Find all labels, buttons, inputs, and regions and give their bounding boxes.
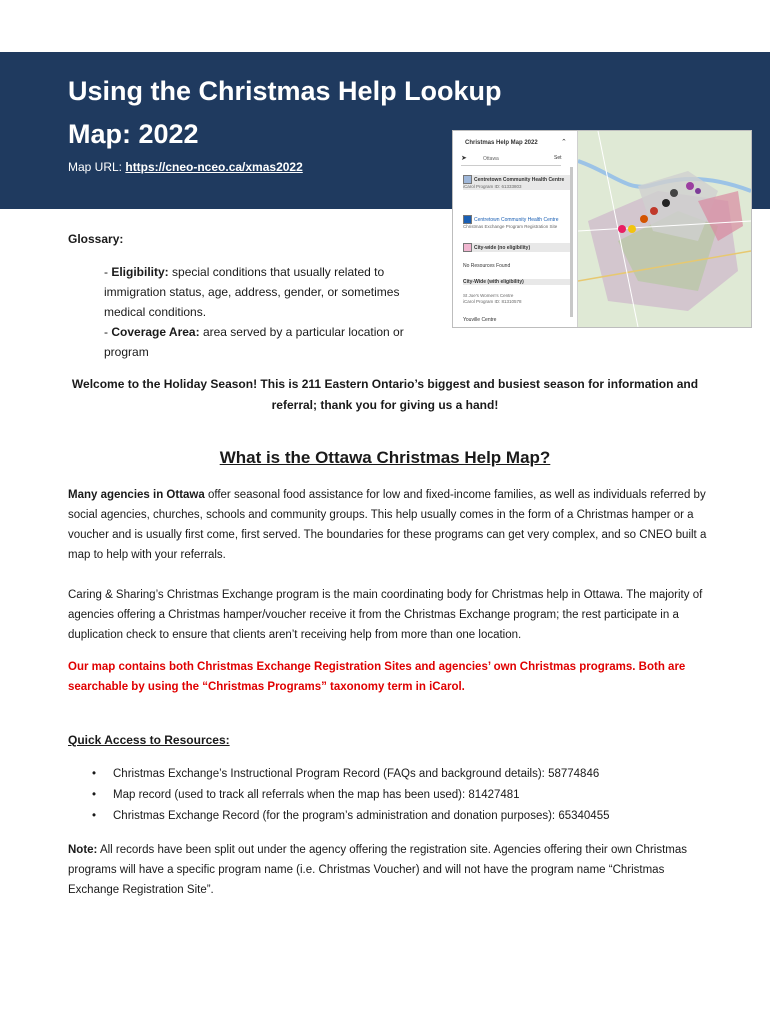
checkbox-icon (463, 175, 472, 184)
map-result-item: City-wide (no eligibility) (463, 243, 573, 252)
highlight-paragraph: Our map contains both Christmas Exchange Registration Sites and agencies’ own Christmas programs. Both are searchable by using the “Christmas Programs” taxonomy term in iCarol. (68, 661, 686, 693)
quick-access-heading: Quick Access to Resources: (68, 733, 230, 747)
map-result-item: City-Wide (with eligibility) (463, 279, 573, 285)
map-result-item: Centretown Community Health Centre Christmas Exchange Program Registration Site (463, 216, 559, 229)
map-url-line (68, 160, 303, 174)
list-item: • Christmas Exchange Record (for the program’s administration and donation purposes): 65340455 (68, 806, 708, 827)
collapse-icon: ⌃ (561, 139, 567, 146)
checkbox-icon (463, 215, 472, 224)
section-heading: What is the Ottawa Christmas Help Map? (219, 448, 551, 467)
map-result-item: Youville Centre (463, 317, 497, 323)
map-screenshot (452, 130, 752, 328)
bullet-icon: • (92, 810, 97, 822)
bullet-icon: • (92, 789, 97, 801)
map-result-item: Centretown Community Health Centre iCarol Program ID: 61333803 (463, 175, 573, 190)
map-url-label: Map URL: (68, 160, 126, 174)
map-graphic (578, 131, 751, 327)
map-set-label: Set (554, 155, 562, 161)
glossary-item-eligibility: - Eligibility: special conditions that usually related to immigration status, age, address, gender, or sometimes medical conditions. (104, 265, 400, 319)
map-result-item: St Joe's Women's Centre iCarol Program ID: 81310578 (463, 293, 522, 304)
map-panel-scrollbar (570, 167, 573, 317)
list-item: • Christmas Exchange’s Instructional Program Record (FAQs and background details): 58774846 (68, 764, 708, 785)
map-url-link[interactable]: https://cneo-nceo.ca/xmas2022 (125, 160, 303, 174)
checkbox-icon (463, 243, 472, 252)
map-side-panel (453, 131, 578, 327)
glossary-item-coverage: - Coverage Area: area served by a particular location or program (104, 325, 404, 359)
welcome-message: Welcome to the Holiday Season! This is 211 Eastern Ontario’s biggest and busiest season for information and referral; thank you for giving us a hand! (71, 377, 699, 412)
map-no-results: No Resources Found (463, 263, 511, 269)
note-paragraph: Note: All records have been split out under the agency offering the registration site. Agencies offering their own Christmas programs will have a specific program name (i.e. Christmas Voucher) and will not have the program name “Christmas Exchange Registration Site”. (68, 844, 687, 896)
list-item: • Map record (used to track all referrals when the map has been used): 81427481 (68, 785, 708, 806)
map-panel-title: Christmas Help Map 2022 (465, 140, 538, 146)
intro-paragraph: Many agencies in Ottawa offer seasonal food assistance for low and fixed-income families, as well as individuals referred by social agencies, churches, schools and community groups. This help usually comes in the form of a Christmas hamper or a voucher and is usually first come, first served. The boundaries for these programs can get very complex, and so CNEO built a map to help with your referrals. (68, 489, 707, 561)
exchange-paragraph: Caring & Sharing’s Christmas Exchange program is the main coordinating body for Christmas help in Ottawa. The majority of agencies offering a Christmas hamper/voucher receive it from the Christmas Exchange program; the rest participate in a duplication check to ensure that clients aren’t receiving help from more than one location. (68, 589, 703, 641)
glossary-list (104, 262, 424, 362)
quick-access-list (68, 764, 708, 827)
map-search (461, 153, 561, 166)
navigation-arrow-icon: ➤ (461, 155, 467, 162)
map-search-value: Ottawa (483, 156, 499, 162)
glossary-heading: Glossary: (68, 232, 124, 246)
page-title: Using the Christmas Help Lookup Map: 2022 (68, 76, 502, 149)
bullet-icon: • (92, 768, 97, 780)
